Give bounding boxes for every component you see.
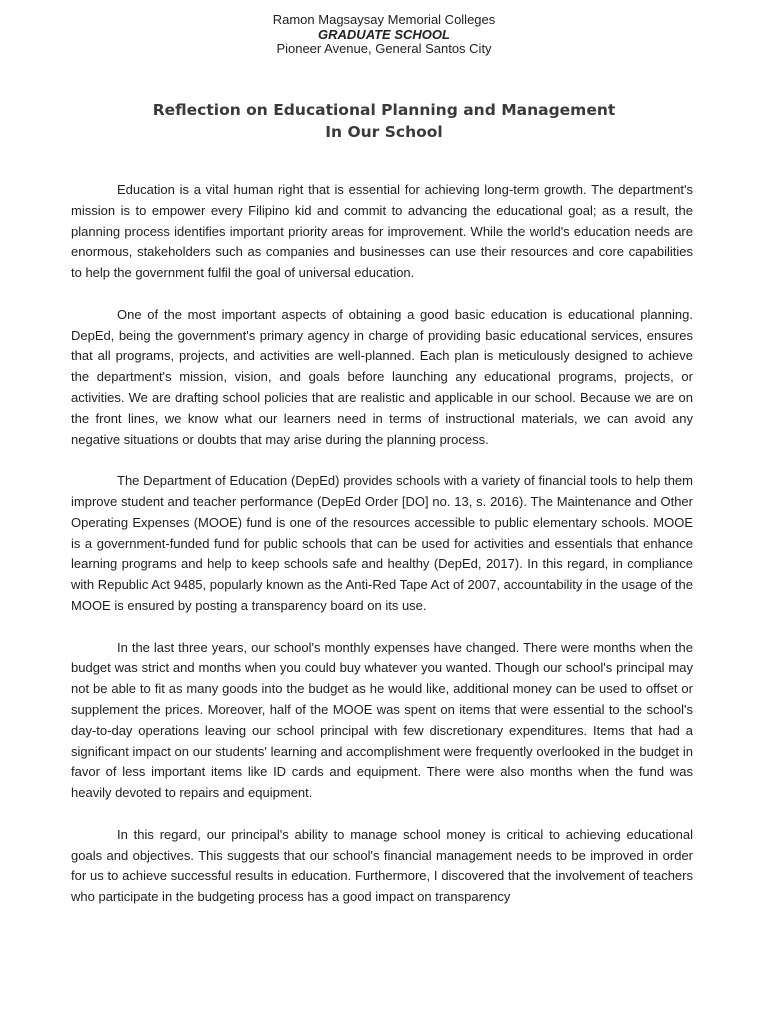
title-line-1: Reflection on Educational Planning and Management <box>152 101 616 119</box>
paragraph: The Department of Education (DepEd) provides schools with a variety of financial tools to help them improve student and teacher performance (DepEd Order [DO] no. 13, s. 2016). The Maintenance and Other Operating Expenses (MOOE) fund is one of the resources accessible to public elementary schools. MOOE is a government-funded fund for public schools that can be used for activities and essentials that enhance learning programs and help to keep schools safe and healthy (DepEd, 2017). In this regard, in compliance with Republic Act 9485, popularly known as the Anti-Red Tape Act of 2007, accountability in the usage of the MOOE is ensured by posting a transparency board on its use. <box>71 473 693 613</box>
institution-name: Ramon Magsaysay Memorial Colleges <box>272 12 496 27</box>
document-body <box>71 180 693 929</box>
paragraph: In the last three years, our school's monthly expenses have changed. There were months when the budget was strict and months when you could buy whatever you wanted. Though our school's principal may not be able to fit as many goods into the budget as he would like, additional money can be used to offset or supplement the prices. Moreover, half of the MOOE was spent on items that were essential to the school's day-to-day operations leaving our school principal with few discretionary expenditures. Items that had a significant impact on our students' learning and accomplishment were frequently overlooked in the budget in favor of less important items like ID cards and equipment. There were also months when the fund was heavily devoted to repairs and equipment. <box>71 639 693 801</box>
paragraph: Education is a vital human right that is essential for achieving long-term growth. The department's mission is to empower every Filipino kid and commit to advancing the educational goal; as a result, the planning process identifies important priority areas for improvement. While the world's education needs are enormous, stakeholders such as companies and businesses can use their resources and core capabilities to help the government fulfil the goal of universal education. <box>71 182 693 281</box>
school-name: GRADUATE SCHOOL <box>318 26 450 42</box>
document-title <box>0 99 768 143</box>
institution-address: Pioneer Avenue, General Santos City <box>276 41 492 56</box>
title-line-2: In Our School <box>325 123 443 141</box>
paragraph: In this regard, our principal's ability to manage school money is critical to achieving educational goals and objectives. This suggests that our school's financial management needs to be improved in order for us to achieve successful results in education. Furthermore, I discovered that the involvement of teachers who participate in the budgeting process has a good impact on transparency <box>71 826 693 905</box>
document-header <box>0 13 768 57</box>
paragraph: One of the most important aspects of obtaining a good basic education is educational planning. DepEd, being the government's primary agency in charge of providing basic educational services, ensures that all programs, projects, and activities are well-planned. Each plan is meticulously designed to achieve the department's mission, vision, and goals before launching any educational programs, projects, or activities. We are drafting school policies that are realistic and applicable in our school. Because we are on the front lines, we know what our learners need in terms of instructional materials, we can avoid any negative situations or doubts that may arise during the planning process. <box>71 306 693 447</box>
